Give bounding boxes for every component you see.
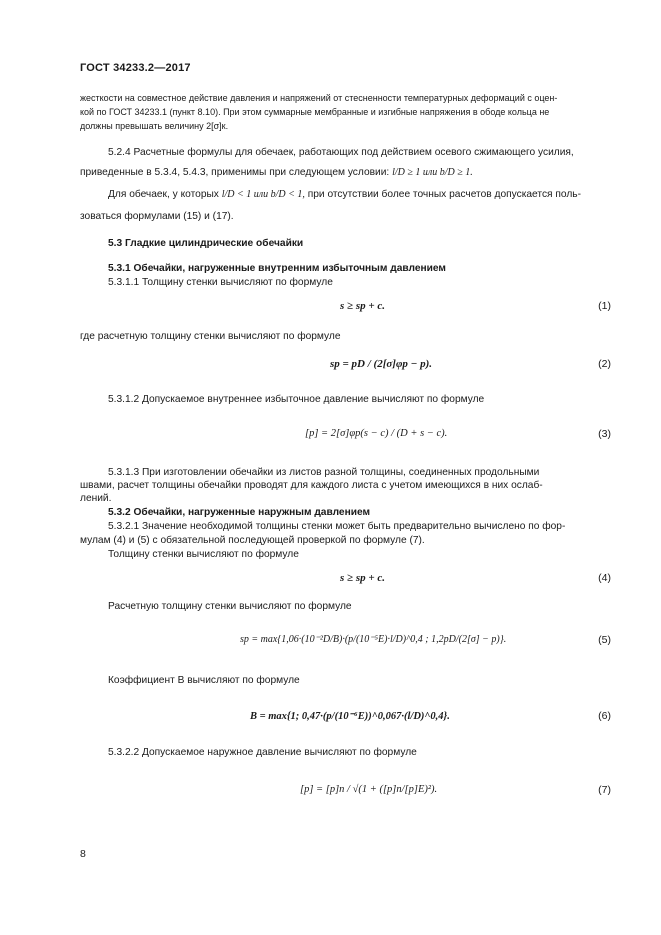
equation-7-number: (7): [598, 784, 611, 796]
equation-3-number: (3): [598, 428, 611, 440]
p524-line-3: [108, 188, 581, 201]
p5321-line-2: мулам (4) и (5) с обязательной последующей проверкой по формуле (7).: [80, 535, 425, 546]
p5313-line-2: швами, расчет толщины обечайки проводят для каждого листа с учетом имеющихся в них ослаб-: [80, 480, 543, 491]
intro-line-1: жесткости на совместное действие давления и напряжений от стесненности температурных деформаций с оцен-: [80, 93, 558, 103]
p-coefficient: Коэффициент B вычисляют по формуле: [108, 675, 300, 686]
equation-6: B = max{1; 0,47·(p/(10⁻⁶E))^0,067·(l/D)^0,4}.: [250, 711, 450, 722]
p5313-line-3: лений.: [80, 493, 112, 504]
p524-line-3-text-b: при отсутствии более точных расчетов допускается поль-: [307, 189, 581, 200]
intro-line-2: кой по ГОСТ 34233.1 (пункт 8.10). При этом суммарные мембранные и изгибные напряжения в ободе кольца не: [80, 107, 550, 117]
equation-7: [p] = [p]п / √(1 + ([p]п/[p]E)²).: [300, 784, 438, 795]
equation-1-number: (1): [598, 300, 611, 312]
equation-5: sp = max{1,06·(10⁻²D/B)·(p/(10⁻⁵E)·l/D)^0,4 ; 1,2pD/(2[σ] − p)}.: [240, 634, 507, 645]
section-5-3-title: 5.3 Гладкие цилиндрические обечайки: [108, 238, 304, 249]
p5311: 5.3.1.1 Толщину стенки вычисляют по формуле: [108, 277, 333, 288]
p5313-line-1: 5.3.1.3 При изготовлении обечайки из листов разной толщины, соединенных продольными: [108, 467, 540, 478]
p-thickness: Толщину стенки вычисляют по формуле: [108, 549, 299, 560]
intro-line-3: должны превышать величину 2[σ]к.: [80, 121, 229, 131]
equation-1: s ≥ sp + c.: [340, 300, 385, 312]
p5322: 5.3.2.2 Допускаемое наружное давление вычисляют по формуле: [108, 747, 417, 758]
equation-6-number: (6): [598, 710, 611, 722]
equation-2-number: (2): [598, 358, 611, 370]
equation-5-number: (5): [598, 634, 611, 646]
p524-line-3-condition: l/D < 1 или b/D < 1,: [221, 189, 305, 200]
p524-line-2: [80, 166, 473, 179]
equation-3: [p] = 2[σ]φp(s − c) / (D + s − c).: [305, 428, 448, 439]
p524-line-1: 5.2.4 Расчетные формулы для обечаек, работающих под действием осевого сжимающего усилия,: [108, 147, 574, 158]
page-number: 8: [80, 848, 86, 860]
p524-line-3-text-a: Для обечаек, у которых: [108, 189, 219, 200]
section-5-3-2-title: 5.3.2 Обечайки, нагруженные наружным давлением: [108, 507, 371, 518]
section-5-3-1-title: 5.3.1 Обечайки, нагруженные внутренним избыточным давлением: [108, 263, 446, 274]
p5312: 5.3.1.2 Допускаемое внутреннее избыточное давление вычисляют по формуле: [108, 394, 485, 405]
where-text: где расчетную толщину стенки вычисляют по формуле: [80, 331, 341, 342]
p524-line-2-condition: l/D ≥ 1 или b/D ≥ 1.: [392, 167, 473, 178]
p524-line-4: зоваться формулами (15) и (17).: [80, 211, 234, 222]
document-header: ГОСТ 34233.2—2017: [80, 62, 191, 74]
equation-4: s ≥ sp + c.: [340, 572, 385, 584]
equation-4-number: (4): [598, 572, 611, 584]
equation-2: sp = pD / (2[σ]φp − p).: [330, 358, 432, 370]
p-calc-thickness: Расчетную толщину стенки вычисляют по формуле: [108, 601, 352, 612]
p5321-line-1: 5.3.2.1 Значение необходимой толщины стенки может быть предварительно вычислено по фор-: [108, 521, 566, 532]
p524-line-2-text: приведенные в 5.3.4, 5.4.3, применимы при следующем условии:: [80, 167, 390, 178]
